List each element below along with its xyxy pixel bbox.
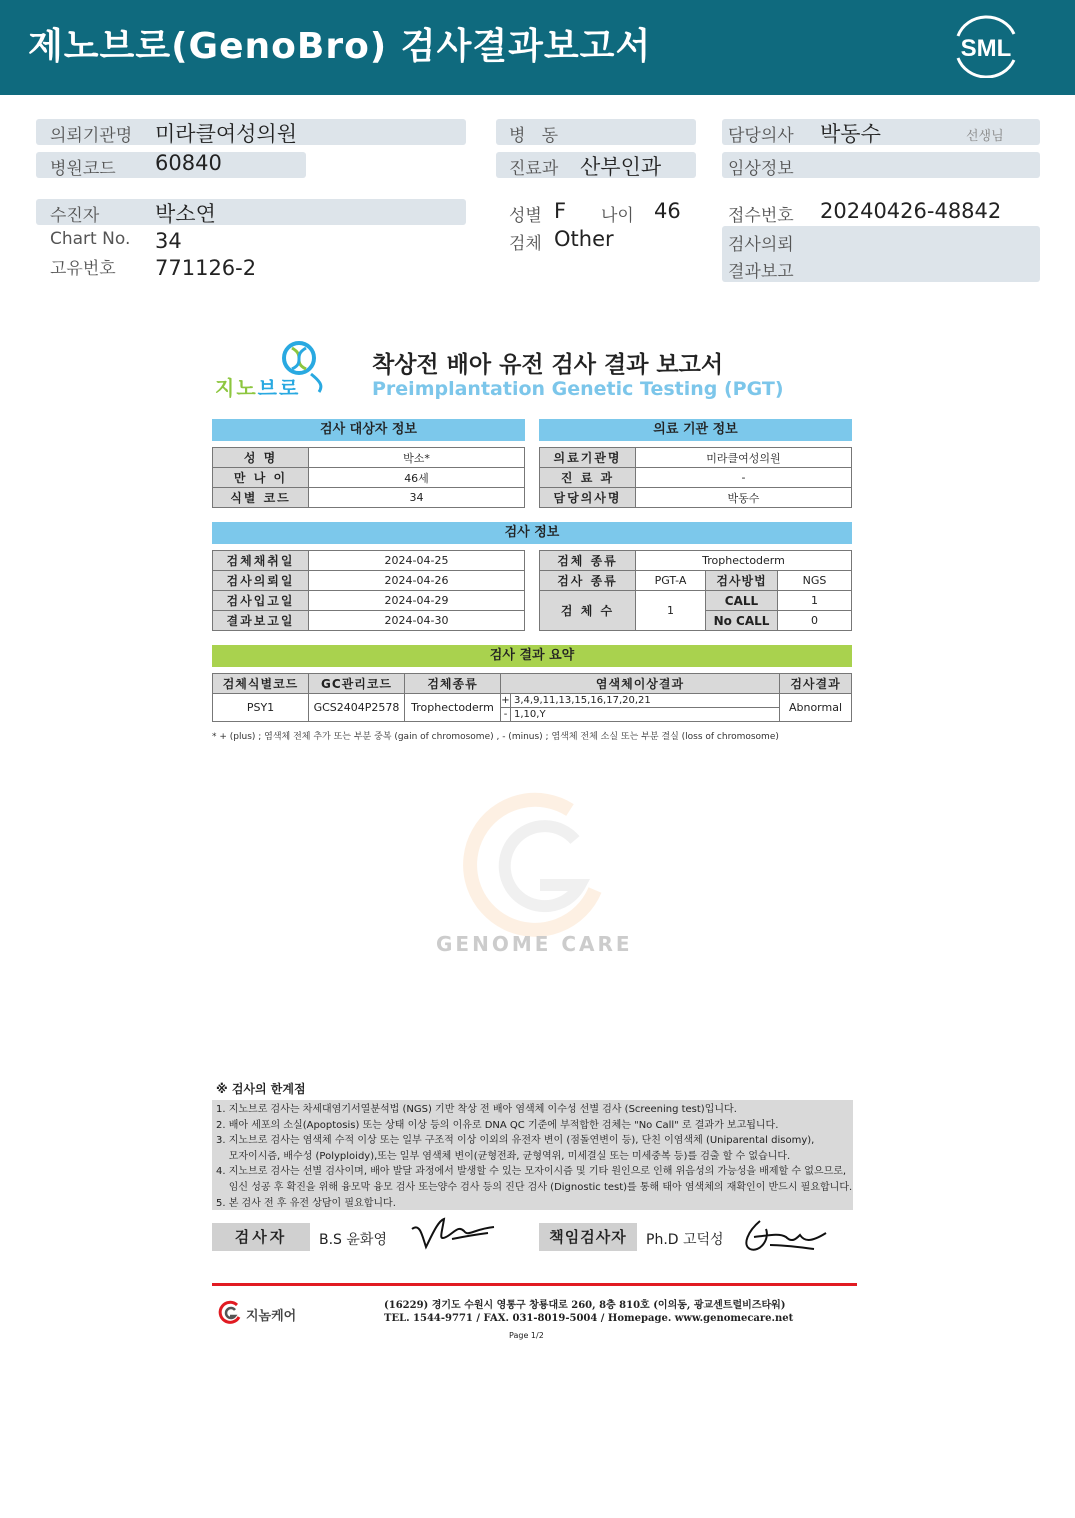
genome-care-logo-icon xyxy=(217,1300,243,1326)
age-label: 만 나 이 xyxy=(213,468,309,488)
chart-label: Chart No. xyxy=(50,229,131,249)
uid-value: 771126-2 xyxy=(155,256,257,280)
table-row xyxy=(540,551,852,571)
specimen-count-value: 1 xyxy=(636,591,706,631)
test-method-label: 검사방법 xyxy=(706,571,778,591)
col-specimen-type: 검체종류 xyxy=(405,674,501,694)
table-row xyxy=(540,448,852,468)
sml-logo-icon xyxy=(950,14,1022,78)
specimen-type-label: 검체 종류 xyxy=(540,551,636,571)
chief-tester-name: Ph.D 고덕성 xyxy=(646,1232,724,1248)
received-label: 검사입고일 xyxy=(213,591,309,611)
name-value: 박소* xyxy=(309,448,525,468)
watermark-text: GENOME CARE xyxy=(436,932,633,956)
footnote: * + (plus) ; 염색체 전체 추가 또는 부분 중복 (gain of chromosome) , - (minus) ; 염색체 전체 소실 또는 부분 결실 (loss of chromosome) xyxy=(212,732,779,742)
svg-text:SML: SML xyxy=(960,35,1012,62)
request-date-label: 검사의뢰일 xyxy=(213,571,309,591)
specimen-count-label: 검 체 수 xyxy=(540,591,636,631)
table-row xyxy=(213,571,525,591)
limitations-title: ※ 검사의 한계점 xyxy=(216,1082,306,1096)
request-date-value: 2024-04-26 xyxy=(309,571,525,591)
table-row xyxy=(213,448,525,468)
table-row xyxy=(213,591,525,611)
table-row xyxy=(213,488,525,508)
id-code-value: 34 xyxy=(309,488,525,508)
inst-dept-value: - xyxy=(636,468,852,488)
minus-chromosomes: 1,10,Y xyxy=(511,708,780,722)
top-banner xyxy=(0,0,1075,95)
minus-sign: - xyxy=(501,708,511,722)
test-type-value: PGT-A xyxy=(636,571,706,591)
col-gc-code: GC관리코드 xyxy=(309,674,405,694)
clinical-label: 임상정보 xyxy=(728,159,794,179)
limitations-box xyxy=(212,1100,853,1210)
report-subtitle: Preimplantation Genetic Testing (PGT) xyxy=(372,378,784,400)
institution-section-header: 의료 기관 정보 xyxy=(539,419,852,441)
table-row xyxy=(540,488,852,508)
tester-name: B.S 윤화영 xyxy=(319,1232,387,1248)
chart-value: 34 xyxy=(155,229,182,253)
table-row xyxy=(540,468,852,488)
report-date-value: 2024-04-30 xyxy=(309,611,525,631)
patient-bar xyxy=(36,199,466,225)
company-name: 지놈케어 xyxy=(246,1309,297,1324)
chief-tester-label: 책임검사자 xyxy=(539,1223,637,1251)
age-label: 나이 xyxy=(601,206,634,226)
dept-label: 진료과 xyxy=(509,159,559,179)
specimen-type-cell: Trophectoderm xyxy=(405,694,501,722)
request-label: 검사의뢰 xyxy=(728,235,794,255)
specimen-id-cell: PSY1 xyxy=(213,694,309,722)
table-row xyxy=(213,611,525,631)
nocall-value: 0 xyxy=(778,611,852,631)
summary-table xyxy=(212,673,852,722)
chief-signature-icon xyxy=(740,1215,830,1255)
summary-section-header: 검사 결과 요약 xyxy=(212,645,852,667)
collect-value: 2024-04-25 xyxy=(309,551,525,571)
call-label: CALL xyxy=(706,591,778,611)
hospital-value: 미라클여성의원 xyxy=(155,122,298,146)
limitation-item: 1. 지노브로 검사는 차세대염기서열분석법 (NGS) 기반 착상 전 배아 염색체 이수성 선별 검사 (Screening test)입니다. xyxy=(216,1104,737,1115)
table-row xyxy=(213,468,525,488)
dept-value: 산부인과 xyxy=(580,155,662,179)
result-cell: Abnormal xyxy=(780,694,852,722)
limitation-item: 5. 본 검사 전 후 유전 상담이 필요합니다. xyxy=(216,1197,396,1209)
name-label: 성 명 xyxy=(213,448,309,468)
sex-label: 성별 xyxy=(509,206,542,226)
col-test-result: 검사결과 xyxy=(780,674,852,694)
inst-name-label: 의료기관명 xyxy=(540,448,636,468)
patient-label: 수진자 xyxy=(50,206,100,226)
doctor-suffix: 선생님 xyxy=(966,129,1004,144)
receipt-label: 접수번호 xyxy=(728,206,794,226)
limitation-item: 임신 성공 후 확진을 위해 융모막 융모 검사 또는양수 검사 등의 진단 검사 (Dignostic test)를 통해 태아 염색체의 재확인이 반드시 필요합니다. xyxy=(216,1181,853,1193)
table-row xyxy=(213,694,852,708)
patient-value: 박소연 xyxy=(155,202,216,226)
uid-label: 고유번호 xyxy=(50,259,116,279)
test-type-label: 검사 종류 xyxy=(540,571,636,591)
limitation-item: 3. 지노브로 검사는 염색체 수적 이상 또는 일부 구조적 이상 이외의 유전자 변이 (점돌연변이 등), 단친 이염색체 (Uniparental disomy), xyxy=(216,1135,815,1147)
collect-label: 검체채취일 xyxy=(213,551,309,571)
subject-table xyxy=(212,447,525,508)
gc-code-cell: GCS2404P2578 xyxy=(309,694,405,722)
col-specimen-id: 검체식별코드 xyxy=(213,674,309,694)
footer-divider xyxy=(212,1283,857,1286)
result-report-label: 결과보고 xyxy=(728,262,794,282)
code-label: 병원코드 xyxy=(50,159,116,179)
tester-signature-icon xyxy=(408,1215,498,1255)
institution-table xyxy=(539,447,852,508)
inst-doctor-label: 담당의사명 xyxy=(540,488,636,508)
received-value: 2024-04-29 xyxy=(309,591,525,611)
limitation-item: 모자이시즘, 배수성 (Polyploidy),또는 일부 염색체 변이(균형전좌, 균형역위, 미세결실 또는 미세중복 등)를 검출 할 수 없습니다. xyxy=(216,1150,791,1162)
receipt-value: 20240426-48842 xyxy=(820,199,1002,223)
test-method-value: NGS xyxy=(778,571,852,591)
page-number: Page 1/2 xyxy=(509,1331,544,1340)
sex-value: F xyxy=(554,199,567,223)
specimen-label: 검체 xyxy=(509,234,542,254)
table-row xyxy=(213,551,525,571)
table-row xyxy=(540,571,852,591)
ward-label: 병 동 xyxy=(509,126,559,146)
report-date-label: 결과보고일 xyxy=(213,611,309,631)
test-info-table xyxy=(539,550,852,631)
plus-sign: + xyxy=(501,695,510,706)
table-header-row xyxy=(213,674,852,694)
nocall-label: No CALL xyxy=(706,611,778,631)
specimen-value: Other xyxy=(554,227,614,251)
specimen-type-value: Trophectoderm xyxy=(636,551,852,571)
table-row xyxy=(540,591,852,611)
call-value: 1 xyxy=(778,591,852,611)
hospital-label: 의뢰기관명 xyxy=(50,126,133,146)
page-title: 제노브로(GenoBro) 검사결과보고서 xyxy=(28,26,652,67)
id-code-label: 식별 코드 xyxy=(213,488,309,508)
genobro-logo: 지노브로 xyxy=(215,376,301,400)
test-section-header: 검사 정보 xyxy=(212,522,852,544)
age-value: 46 xyxy=(654,199,681,223)
inst-dept-label: 진 료 과 xyxy=(540,468,636,488)
tester-label: 검사자 xyxy=(212,1223,310,1251)
subject-section-header: 검사 대상자 정보 xyxy=(212,419,525,441)
inst-name-value: 미라클여성의원 xyxy=(636,448,852,468)
company-address: (16229) 경기도 수원시 영통구 창룡대로 260, 8층 810호 (이의동, 광교센트럴비즈타워) TEL. 1544-9771 / FAX. 031-8019-5004 / Homepage. www.genomecare.net xyxy=(384,1300,794,1324)
plus-chromosomes: 3,4,9,11,13,15,16,17,20,21 xyxy=(511,694,780,708)
limitation-item: 4. 지노브로 검사는 선별 검사이며, 배아 발달 과정에서 발생할 수 있는 모자이시즘 및 기타 원인으로 인해 위음성의 가능성을 배제할 수 없으므로, xyxy=(216,1166,847,1178)
doctor-value: 박동수 xyxy=(820,122,881,146)
age-value: 46세 xyxy=(309,468,525,488)
test-dates-table xyxy=(212,550,525,631)
limitation-item: 2. 배아 세포의 소실(Apoptosis) 또는 상태 이상 등의 이유로 DNA QC 기준에 부적합한 검체는 "No Call" 로 결과가 보고됩니다. xyxy=(216,1119,779,1131)
code-value: 60840 xyxy=(155,151,222,175)
col-chromosome-result: 염색체이상결과 xyxy=(501,674,780,694)
inst-doctor-value: 박동수 xyxy=(636,488,852,508)
report-title: 착상전 배아 유전 검사 결과 보고서 xyxy=(372,352,724,378)
doctor-label: 담당의사 xyxy=(728,126,794,146)
